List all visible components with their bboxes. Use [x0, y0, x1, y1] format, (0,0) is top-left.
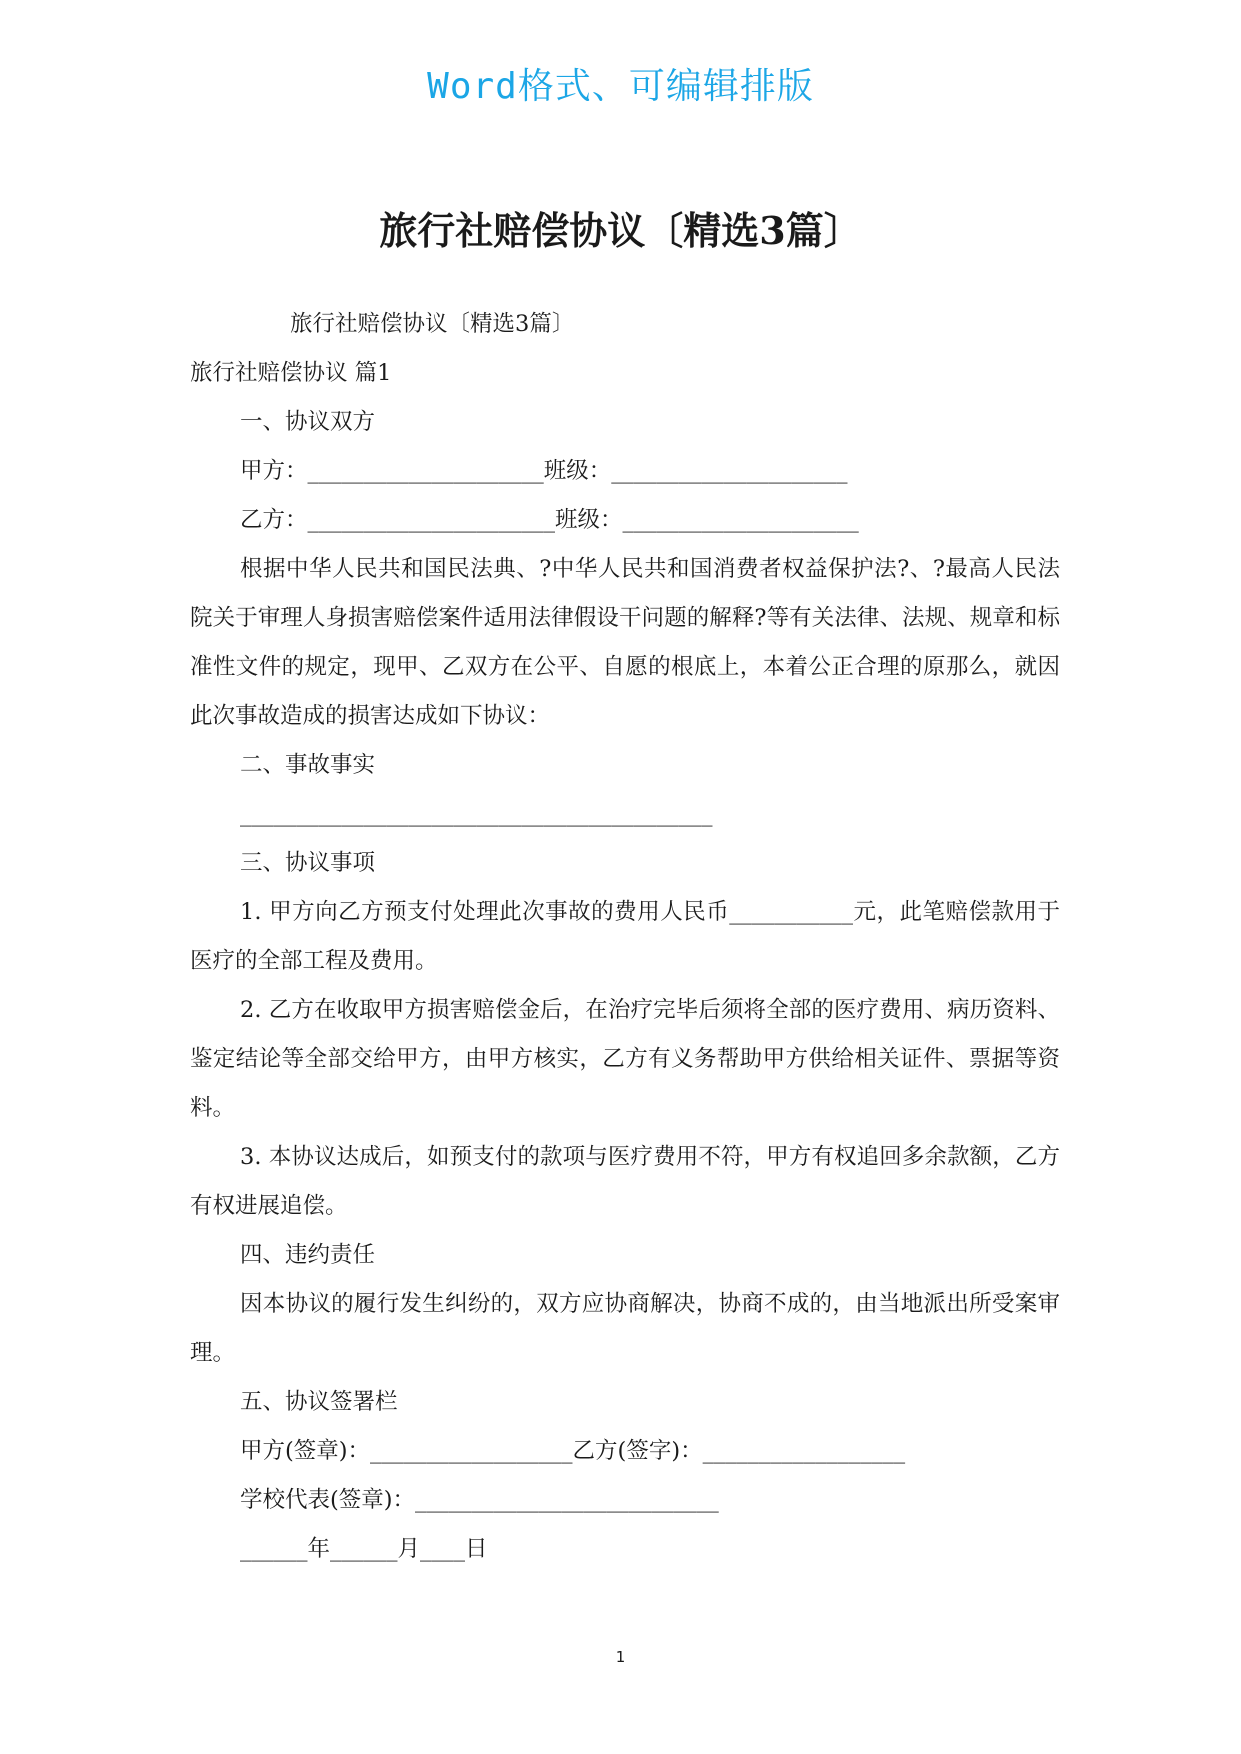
page-number: 1: [615, 1648, 626, 1666]
party-b-line: 乙方：______________________班级：_____________________: [240, 507, 859, 533]
party-a-line: 甲方：_____________________班级：_____________________: [240, 458, 848, 484]
section-heading-signatures: 五、协议签署栏: [240, 1389, 398, 1415]
term-item-1: 1. 甲方向乙方预支付处理此次事故的费用人民币___________元，此笔赔偿款用于医疗的全部工程及费用。: [190, 899, 1060, 974]
document-banner: Word格式、可编辑排版: [427, 66, 814, 107]
document-title: 旅行社赔偿协议〔精选3篇〕: [379, 208, 862, 253]
section-heading-liability: 四、违约责任: [240, 1242, 376, 1268]
liability-paragraph: 因本协议的履行发生纠纷的，双方应协商解决，协商不成的，由当地派出所受案审理。: [190, 1291, 1060, 1366]
term-item-2: 2. 乙方在收取甲方损害赔偿金后，在治疗完毕后须将全部的医疗费用、病历资料、鉴定结论等全部交给甲方，由甲方核实，乙方有义务帮助甲方供给相关证件、票据等资料。: [190, 997, 1060, 1121]
signature-date-line: ______年______月____日: [240, 1536, 488, 1562]
section-heading-facts: 二、事故事实: [240, 752, 376, 778]
subtitle: 旅行社赔偿协议〔精选3篇〕: [290, 311, 575, 337]
legal-basis-paragraph: 根据中华人民共和国民法典、?中华人民共和国消费者权益保护法?、?最高人民法院关于审理人身损害赔偿案件适用法律假设干问题的解释?等有关法律、法规、规章和标准性文件的规定，现甲、乙双方在公平、自愿的根底上，本着公正合理的原那么，就因此次事故造成的损害达成如下协议：: [190, 556, 1060, 729]
section-heading-parties: 一、协议双方: [240, 409, 376, 435]
facts-blank-line: __________________________________________: [240, 801, 713, 827]
signature-parties-line: 甲方(签章)：__________________乙方(签字)：__________________: [240, 1438, 906, 1464]
document-body: [190, 300, 1060, 1574]
article-heading: 旅行社赔偿协议 篇1: [190, 360, 392, 386]
section-heading-terms: 三、协议事项: [240, 850, 376, 876]
signature-school-line: 学校代表(签章)：___________________________: [240, 1487, 719, 1513]
term-item-3: 3. 本协议达成后，如预支付的款项与医疗费用不符，甲方有权追回多余款额，乙方有权进展追偿。: [190, 1144, 1060, 1219]
